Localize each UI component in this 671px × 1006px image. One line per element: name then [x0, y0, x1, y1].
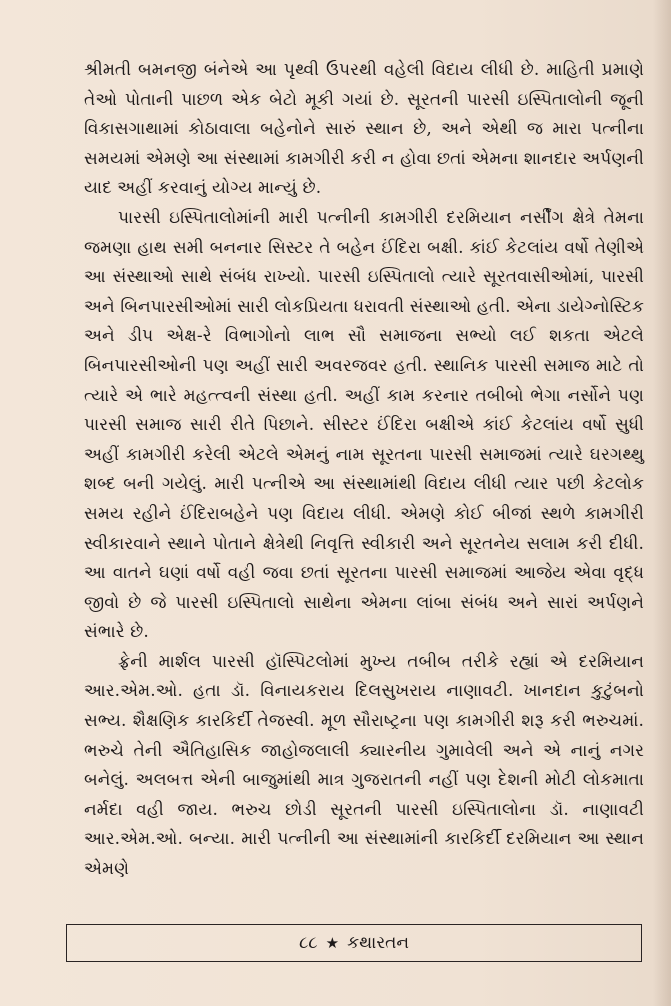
book-title: કથારતન	[347, 933, 410, 953]
page-number: ૮૮	[298, 933, 318, 953]
body-text	[84, 56, 644, 885]
page-footer	[66, 924, 642, 962]
star-icon: ★	[325, 934, 340, 952]
paragraph-3: ફ્રેની માર્શલ પારસી હૉસ્પિટલોમાં મુખ્ય તબીબ તરીકે રહ્યાં એ દરમિયાન આર.એમ.ઓ. હતા ડૉ. વિનાયકરાય દિલસુખરાય નાણાવટી. ખાનદાન કુટુંબનો સભ્ય. શૈક્ષણિક કારકિર્દી તેજસ્વી. મૂળ સૌરાષ્ટ્રના પણ કામગીરી શરૂ કરી ભરુચમાં. ભરુચે તેની ઐતિહાસિક જાહોજલાલી ક્યારનીય ગુમાવેલી અને એ નાનું નગર બનેલું. અલબત્ત એની બાજુમાંથી માત્ર ગુજરાતની નહીં પણ દેશની મોટી લોકમાતા નર્મદા વહી જાય. ભરુચ છોડી સૂરતની પારસી ઇસ્પિતાલોના ડૉ. નાણાવટી આર.એમ.ઓ. બન્યા. મારી પત્નીની આ સંસ્થામાંની કારકિર્દી દરમિયાન આ સ્થાન એમણે	[84, 651, 644, 880]
paragraph-2: પારસી ઇસ્પિતાલોમાંની મારી પત્નીની કામગીરી દરમિયાન નર્સીંગ ક્ષેત્રે તેમના જમણા હાથ સમી બનનાર સિસ્ટર તે બહેન ઈંદિરા બક્ષી. કાંઈ કેટલાંય વર્ષો તેણીએ આ સંસ્થાઓ સાથે સંબંધ રાખ્યો. પારસી ઇસ્પિતાલો ત્યારે સૂરતવાસીઓમાં, પારસી અને બિનપારસીઓમાં સારી લોકપ્રિયતા ધરાવતી સંસ્થાઓ હતી. એના ડાયેગ્નોસ્ટિક અને ડીપ એક્ષ-રે વિભાગોનો લાભ સૌ સમાજના સભ્યો લઈ શકતા એટલે બિનપારસીઓની પણ અહીં સારી અવરજવર હતી. સ્થાનિક પારસી સમાજ માટે તો ત્યારે એ ભારે મહત્ત્વની સંસ્થા હતી. અહીં કામ કરનાર તબીબો ભેગા નર્સોને પણ પારસી સમાજ સારી રીતે પિછાને. સીસ્ટર ઈંદિરા બક્ષીએ કાંઈ કેટલાંય વર્ષો સુધી અહીં કામગીરી કરેલી એટલે એમનું નામ સૂરતના પારસી સમાજમાં ત્યારે ઘરગથ્થુ શબ્દ બની ગયેલું. મારી પત્નીએ આ સંસ્થામાંથી વિદાય લીધી ત્યાર પછી કેટલોક સમય રહીને ઈંદિરાબહેને પણ વિદાય લીધી. એમણે કોઈ બીજાં સ્થળે કામગીરી સ્વીકારવાને સ્થાને પોતાને ક્ષેત્રેથી નિવૃત્તિ સ્વીકારી અને સૂરતનેય સલામ કરી દીધી. આ વાતને ઘણાં વર્ષો વહી જવા છતાં સૂરતના પારસી સમાજમાં આજેય એવા વૃદ્ધ જીવો છે જે પારસી ઇસ્પિતાલો સાથેના એમના લાંબા સંબંધ અને સારાં અર્પણને સંભારે છે.	[84, 207, 644, 643]
page-edge-shadow	[653, 0, 671, 1006]
paragraph-1: શ્રીમતી બમનજી બંનેએ આ પૃથ્વી ઉપરથી વહેલી વિદાય લીધી છે. માહિતી પ્રમાણે તેઓ પોતાની પાછળ એક બેટો મૂકી ગયાં છે. સૂરતની પારસી ઇસ્પિતાલોની જૂની વિકાસગાથામાં કોઠાવાલા બહેનોને સારું સ્થાન છે, અને એથી જ મારા પત્નીના સમયમાં એમણે આ સંસ્થામાં કામગીરી કરી ન હોવા છતાં એમના શાનદાર અર્પણની યાદ અહીં કરવાનું યોગ્ય માન્યું છે.	[84, 60, 644, 199]
